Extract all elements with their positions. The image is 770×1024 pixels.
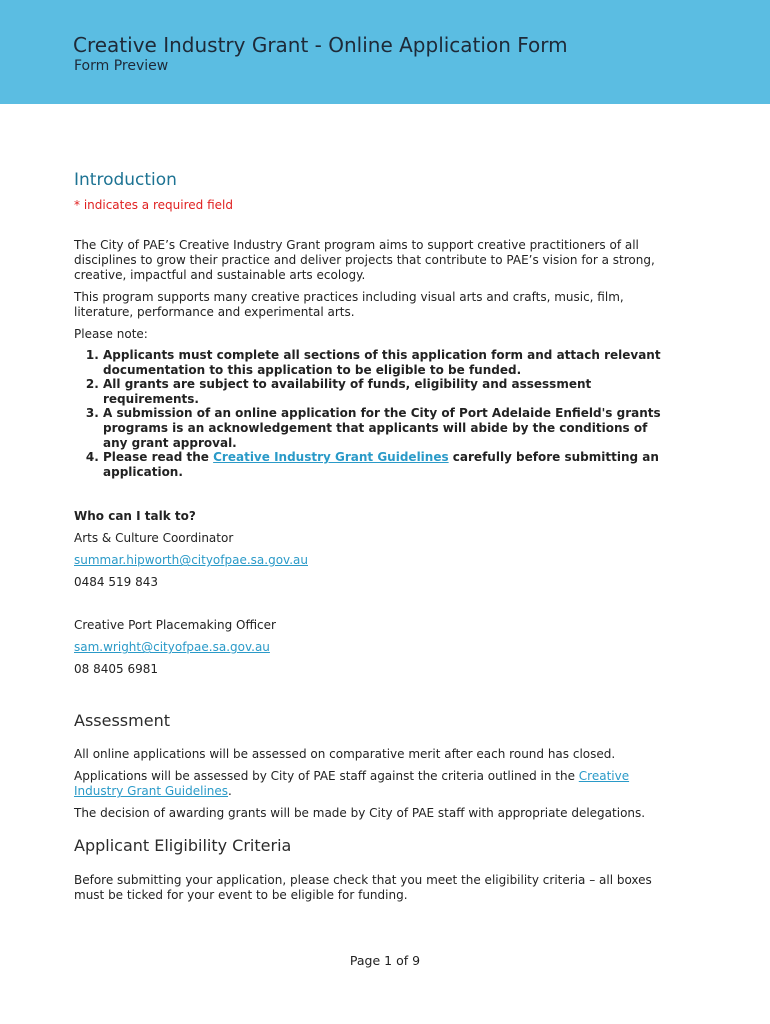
guidelines-link[interactable]: Creative Industry Grant Guidelines	[213, 450, 449, 465]
required-field-note: * indicates a required field	[74, 198, 233, 212]
form-subtitle: Form Preview	[74, 58, 169, 74]
contact-2-email-link[interactable]: sam.wright@cityofpae.sa.gov.au	[74, 640, 270, 655]
assessment-p2-prefix: Applications will be assessed by City of PAE staff against the criteria outlined in the	[74, 769, 579, 784]
assessment-paragraph-1: All online applications will be assessed on comparative merit after each round has closed.	[74, 747, 616, 762]
note-item: 2. All grants are subject to availability of funds, eligibility and assessment requirements.	[103, 377, 674, 406]
assessment-guidelines-link[interactable]: Creative Industry Grant Guidelines	[74, 769, 630, 799]
form-content	[74, 170, 674, 903]
note-4-suffix: carefully before submitting an application.	[103, 450, 659, 479]
contact-1-phone: 0484 519 843	[74, 575, 158, 590]
assessment-paragraph-2	[74, 769, 674, 799]
introduction-heading: Introduction	[74, 170, 177, 190]
intro-paragraph-2: This program supports many creative practices including visual arts and crafts, music, film, literature, performance and experimental arts.	[74, 290, 624, 319]
eligibility-heading: Applicant Eligibility Criteria	[74, 836, 292, 856]
note-item: 1. Applicants must complete all sections of this application form and attach relevant documentation to this application to be eligible to be funded.	[103, 348, 674, 377]
notes-list	[74, 348, 674, 479]
contacts-heading: Who can I talk to?	[74, 509, 196, 524]
intro-paragraph-1: The City of PAE’s Creative Industry Grant program aims to support creative practitioners of all disciplines to grow their practice and deliver projects that contribute to PAE’s vision for a strong, creative, impactful and sustainable arts ecology.	[74, 238, 655, 282]
page-header	[0, 0, 770, 104]
assessment-p2-suffix: .	[228, 784, 232, 799]
contact-1-role: Arts & Culture Coordinator	[74, 531, 234, 546]
note-item	[103, 450, 674, 479]
assessment-heading: Assessment	[74, 711, 170, 731]
contact-1-email-link[interactable]: summar.hipworth@cityofpae.sa.gov.au	[74, 553, 308, 568]
contact-2-phone: 08 8405 6981	[74, 662, 158, 677]
page-number: Page 1 of 9	[349, 953, 421, 968]
note-item: 3. A submission of an online application for the City of Port Adelaide Enfield's grants programs is an acknowledgement that applicants will abide by the conditions of any grant approval.	[103, 406, 674, 450]
assessment-paragraph-3: The decision of awarding grants will be made by City of PAE staff with appropriate delegations.	[74, 806, 646, 821]
please-note-label: Please note:	[74, 327, 148, 341]
form-title: Creative Industry Grant - Online Application Form	[73, 33, 568, 57]
note-4-prefix: Please read the	[103, 450, 214, 465]
contact-2-role: Creative Port Placemaking Officer	[74, 618, 276, 633]
eligibility-paragraph-1: Before submitting your application, please check that you meet the eligibility criteria – all boxes must be ticked for your event to be eligible for funding.	[74, 873, 652, 903]
